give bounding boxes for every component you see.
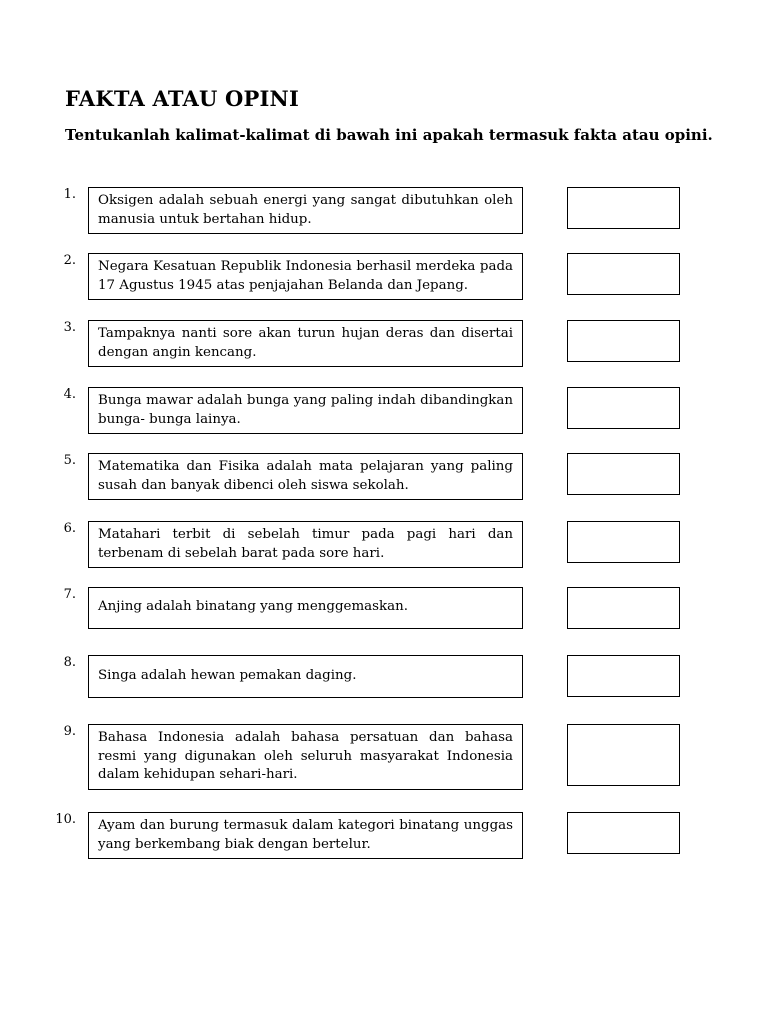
answer-box[interactable]	[567, 187, 680, 229]
answer-box[interactable]	[567, 655, 680, 697]
worksheet-instruction: Tentukanlah kalimat-kalimat di bawah ini apakah termasuk fakta atau opini.	[65, 126, 713, 144]
question-sentence-box: Matematika dan Fisika adalah mata pelajaran yang paling susah dan banyak dibenci oleh siswa sekolah.	[88, 453, 523, 500]
question-sentence-box: Singa adalah hewan pemakan daging.	[88, 655, 523, 698]
answer-box[interactable]	[567, 521, 680, 563]
question-number: 6.	[63, 521, 76, 536]
answer-box[interactable]	[567, 587, 680, 629]
answer-box[interactable]	[567, 453, 680, 495]
question-number: 4.	[63, 387, 76, 402]
question-sentence-box: Oksigen adalah sebuah energi yang sangat dibutuhkan oleh manusia untuk bertahan hidup.	[88, 187, 523, 234]
answer-box[interactable]	[567, 320, 680, 362]
question-sentence-box: Negara Kesatuan Republik Indonesia berhasil merdeka pada 17 Agustus 1945 atas penjajahan Belanda dan Jepang.	[88, 253, 523, 300]
answer-box[interactable]	[567, 724, 680, 786]
question-number: 2.	[63, 253, 76, 268]
question-number: 7.	[63, 587, 76, 602]
question-number: 8.	[63, 655, 76, 670]
answer-box[interactable]	[567, 253, 680, 295]
question-number: 9.	[63, 724, 76, 739]
question-sentence-box: Bahasa Indonesia adalah bahasa persatuan dan bahasa resmi yang digunakan oleh seluruh masyarakat Indonesia dalam kehidupan sehari-hari.	[88, 724, 523, 790]
question-number: 3.	[63, 320, 76, 335]
question-sentence-box: Ayam dan burung termasuk dalam kategori binatang unggas yang berkembang biak dengan bertelur.	[88, 812, 523, 859]
worksheet-title: FAKTA ATAU OPINI	[65, 86, 299, 111]
question-number: 10.	[55, 812, 76, 827]
answer-box[interactable]	[567, 812, 680, 854]
question-sentence-box: Bunga mawar adalah bunga yang paling indah dibandingkan bunga- bunga lainya.	[88, 387, 523, 434]
question-sentence-box: Anjing adalah binatang yang menggemaskan.	[88, 587, 523, 629]
answer-box[interactable]	[567, 387, 680, 429]
question-sentence-box: Tampaknya nanti sore akan turun hujan deras dan disertai dengan angin kencang.	[88, 320, 523, 367]
question-number: 5.	[63, 453, 76, 468]
question-sentence-box: Matahari terbit di sebelah timur pada pagi hari dan terbenam di sebelah barat pada sore hari.	[88, 521, 523, 568]
question-number: 1.	[63, 187, 76, 202]
